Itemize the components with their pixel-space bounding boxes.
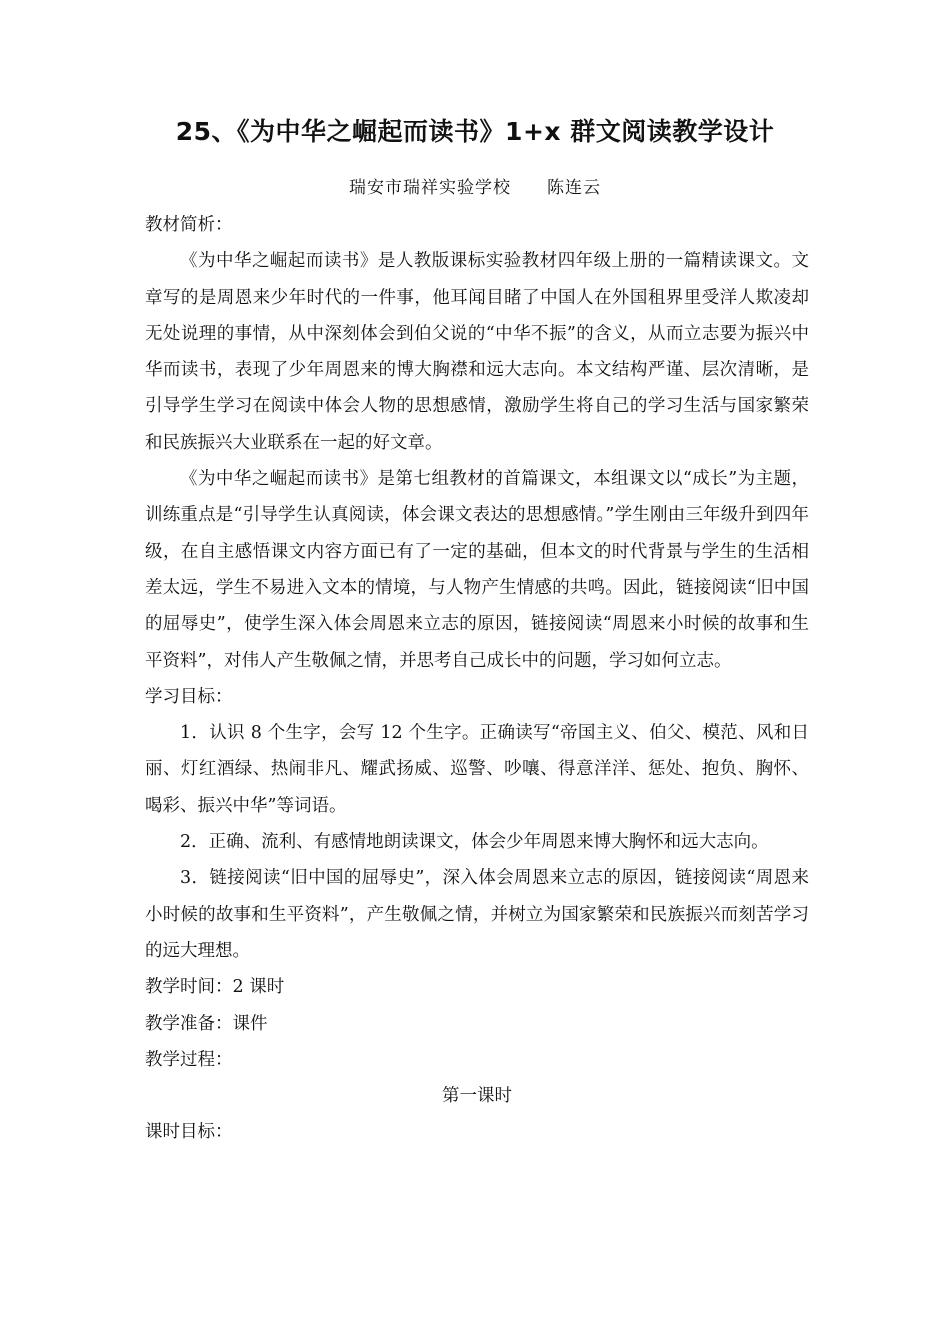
lesson-goals-heading: 课时目标： — [145, 1122, 233, 1143]
teaching-time: 教学时间：2 课时 — [145, 977, 285, 998]
lesson-one-heading: 第一课时 — [442, 1086, 512, 1107]
document-title: 25、《为中华之崛起而读书》1+x 群文阅读教学设计 — [175, 117, 775, 146]
analysis-paragraph-1: 《为中华之崛起而读书》是人教版课标实验教材四年级上册的一篇精读课文。文章写的是周恩来少年时代的一件事，他耳闻目睹了中国人在外国租界里受洋人欺凌却无处说理的事情，从中深刻体会到伯父说的“中华不振”的含义，从而立志要为振兴中华而读书，表现了少年周恩来的博大胸襟和远大志向。本文结构严谨、层次清晰，是引导学生学习在阅读中体会人物的思想感情，激励学生将自己的学习生活与国家繁荣和民族振兴大业联系在一起的好文章。 — [145, 251, 809, 453]
goal-item-1: 1．认识 8 个生字，会写 12 个生字。正确读写“帝国主义、伯父、模范、风和日丽、灯红酒绿、热闹非凡、耀武扬威、巡警、吵嚷、得意洋洋、惩处、抱负、胸怀、喝彩、振兴中华”等词语。 — [145, 723, 809, 816]
teaching-preparation: 教学准备：课件 — [145, 1013, 268, 1034]
process-heading: 教学过程： — [145, 1049, 233, 1070]
analysis-paragraph-2: 《为中华之崛起而读书》是第七组教材的首篇课文，本组课文以“成长”为主题，训练重点是“引导学生认真阅读，体会课文表达的思想感情。”学生刚由三年级升到四年级，在自主感悟课文内容方面已有了一定的基础，但本文的时代背景与学生的生活相差太远，学生不易进入文本的情境，与人物产生情感的共鸣。因此，链接阅读“旧中国的屈辱史”，使学生深入体会周恩来立志的原因，链接阅读“周恩来小时候的故事和生平资料”，对伟人产生敬佩之情，并思考自己成长中的问题，学习如何立志。 — [145, 469, 809, 671]
goals-heading: 学习目标： — [145, 686, 233, 707]
goal-item-3: 3．链接阅读“旧中国的屈辱史”，深入体会周恩来立志的原因，链接阅读“周恩来小时候的故事和生平资料”，产生敬佩之情，并树立为国家繁荣和民族振兴而刻苦学习的远大理想。 — [145, 868, 809, 961]
goal-item-2: 2．正确、流利、有感情地朗读课文，体会少年周恩来博大胸怀和远大志向。 — [180, 832, 769, 853]
author-line: 瑞安市瑞祥实验学校 陈连云 — [349, 178, 601, 198]
analysis-heading: 教材简析： — [145, 215, 233, 235]
document-body — [145, 207, 809, 1151]
